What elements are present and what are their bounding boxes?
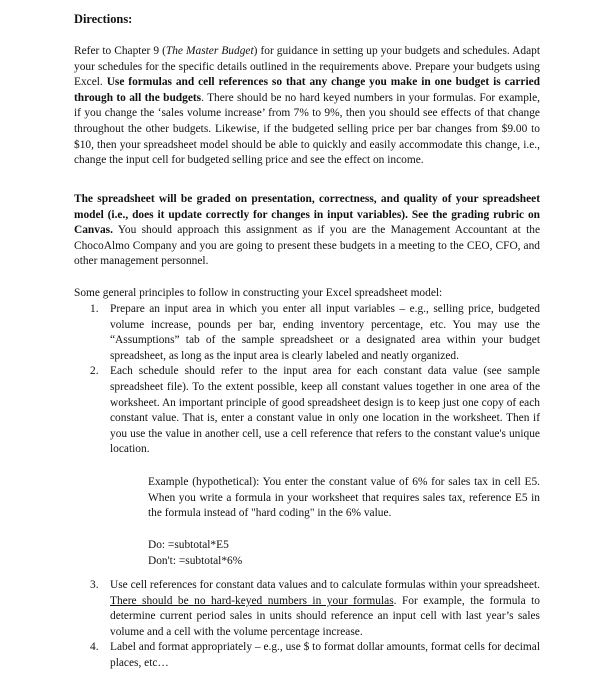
do-formula: Do: =subtotal*E5 — [148, 539, 229, 551]
underlined-rule: There should be no hard-keyed numbers in your formulas — [110, 594, 394, 607]
list-item-text: Use cell references for constant data values and to calculate formulas within your spreadsheet. — [110, 579, 540, 591]
principles-list-part-1 — [74, 302, 540, 458]
list-item — [74, 578, 540, 640]
formula-instruction: Use formulas and cell references so that any change you make in one budget is carried through to all the budgets — [74, 76, 541, 104]
list-item-text: Label and format appropriately – e.g., use $ to format dollar amounts, format cells for decimal places, etc… — [110, 641, 540, 669]
chapter-title: The Master Budget — [165, 45, 254, 57]
list-number: 2. — [90, 365, 99, 378]
list-item — [74, 364, 540, 458]
example-paragraph: Example (hypothetical): You enter the constant value of 6% for sales tax in cell E5. When you write a formula in your worksheet that requires sales tax, reference E5 in the formula instead of "hard coding" in the 6% value. — [148, 476, 540, 520]
intro-text-3: . There should be no hard keyed numbers in your formulas. For example, if you change the ‘sales volume increase’ from 7% to 9%, then you should see effects of that change throughout the other budgets. Likewise, if the budgeted selling price per bar changes from $9.00 to $10, then your spreadsheet model should be able to quickly and easily accommodate this change, i.e., change the input cell for budgeted selling price and see the effect on income. — [74, 91, 540, 167]
list-number: 1. — [90, 303, 99, 315]
principles-intro: Some general principles to follow in constructing your Excel spreadsheet model: — [74, 287, 443, 299]
list-item — [74, 302, 540, 364]
directions-heading: Directions: — [74, 12, 133, 26]
list-item-text: Prepare an input area in which you enter all input variables – e.g., selling price, budgeted volume increase, pounds per bar, ending inventory percentage, etc. You may use the “Assumptions” tab of the sample spreadsheet or a designated area within your budget spreadsheet, as long as the input area is clearly labeled and neatly organized. — [110, 303, 540, 362]
list-number: 3. — [90, 579, 99, 591]
list-item — [74, 640, 540, 671]
intro-text-1: Refer to Chapter 9 ( — [74, 45, 166, 57]
grading-statement: The spreadsheet will be graded on presentation, correctness, and quality of your spreadsheet model (i.e., does it update correctly for changes in input variables). See the grading rubric on Canvas. — [74, 193, 540, 237]
principles-list-part-2 — [74, 578, 540, 672]
intro-text-2: ) for guidance in setting up your budgets and schedules. Adapt your schedules for the specific details outlined in the requirements above. Prepare your budgets using Excel. — [74, 45, 540, 89]
dont-formula: Don't: =subtotal*6% — [148, 554, 243, 567]
grading-text: You should approach this assignment as if you are the Management Accountant at the ChocoAlmo Company and you are going to present these budgets in a meeting to the CEO, CFO, and other management personnel. — [74, 224, 540, 268]
intro-paragraph — [74, 44, 540, 169]
grading-paragraph — [74, 192, 540, 270]
list-item-text: Each schedule should refer to the input area for each constant data value (see sample spreadsheet file). To the extent possible, keep all constant values together in one area of the worksheet. An important principle of good spreadsheet design is to keep just one copy of each constant value. That is, enter a constant value in only one location in the worksheet. Then if you use the value in another cell, use a cell reference that refers to the constant value's unique location. — [110, 365, 540, 456]
list-number: 4. — [90, 641, 99, 654]
list-item-text: . For example, the formula to determine current period sales in units should reference an input cell with last year’s sales volume and a cell with the volume percentage increase. — [110, 594, 540, 638]
example-code — [148, 538, 540, 569]
